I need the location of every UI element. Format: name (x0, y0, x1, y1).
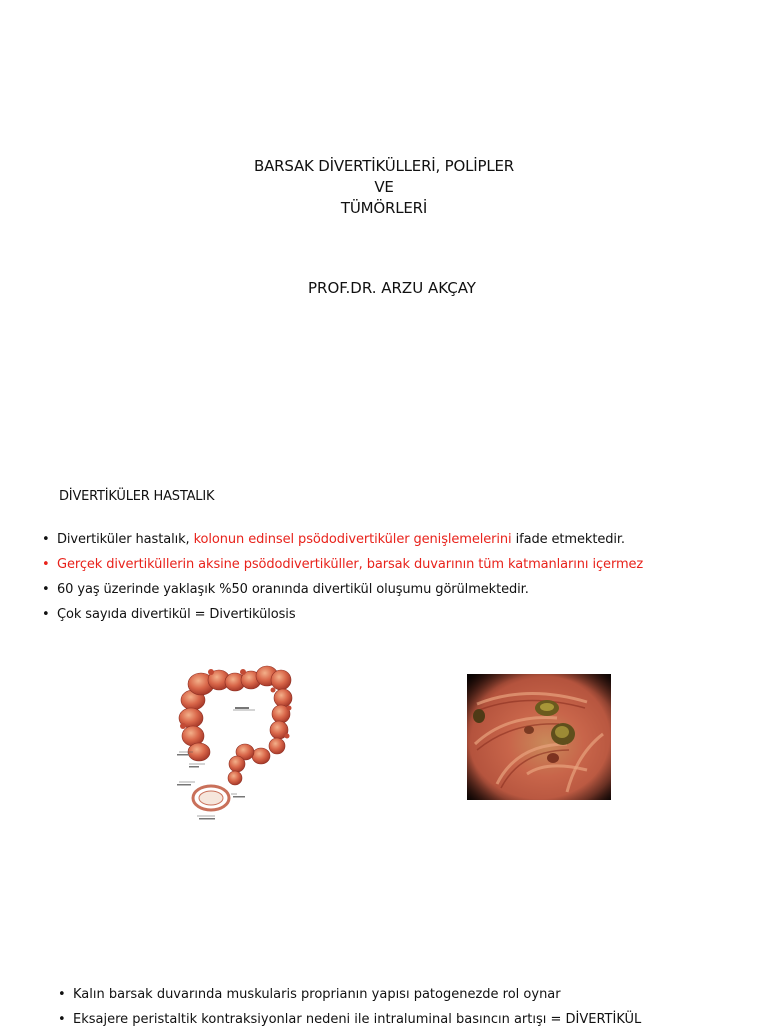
section-heading: DİVERTİKÜLER HASTALIK (59, 489, 215, 504)
bullet-text: Divertiküler hastalık, (57, 532, 194, 547)
bullet-item: • Çok sayıda divertikül = Divertikülosis (42, 602, 643, 627)
bullet-item: • Eksajere peristaltik kontraksiyonlar nedeni ile intraluminal basıncın artışı = DİVERTİKÜL (58, 1007, 641, 1032)
colon-diverticulosis-illustration (175, 660, 297, 824)
bullet-text: ifade etmektedir. (511, 532, 625, 547)
bullet-item: • Kalın barsak duvarında muskularis proprianın yapısı patogenezde rol oynar (58, 982, 641, 1007)
bullet-list (42, 527, 643, 627)
title-slide (0, 0, 768, 432)
bullet-list (58, 982, 641, 1032)
content-slide-pathogenesis (0, 864, 768, 1027)
title-line-3: TÜMÖRLERİ (340, 199, 428, 217)
bullet-item: • 60 yaş üzerinde yaklaşık %50 oranında divertikül oluşumu görülmektedir. (42, 577, 643, 602)
endoscopic-diverticula-photo (467, 674, 611, 800)
bullet-item-highlighted: • Gerçek divertiküllerin aksine psödodivertiküller, barsak duvarının tüm katmanlarını içermez (42, 552, 643, 577)
bullet-item (42, 527, 643, 552)
title-line-1: BARSAK DİVERTİKÜLLERİ, POLİPLER (254, 157, 514, 175)
title-line-2: VE (374, 178, 394, 196)
slide-title (0, 156, 768, 219)
bullet-highlight: kolonun edinsel psödodivertiküler genişlemelerini (193, 532, 512, 547)
content-slide-diverticular (0, 432, 768, 864)
author-name: PROF.DR. ARZU AKÇAY (308, 279, 476, 297)
